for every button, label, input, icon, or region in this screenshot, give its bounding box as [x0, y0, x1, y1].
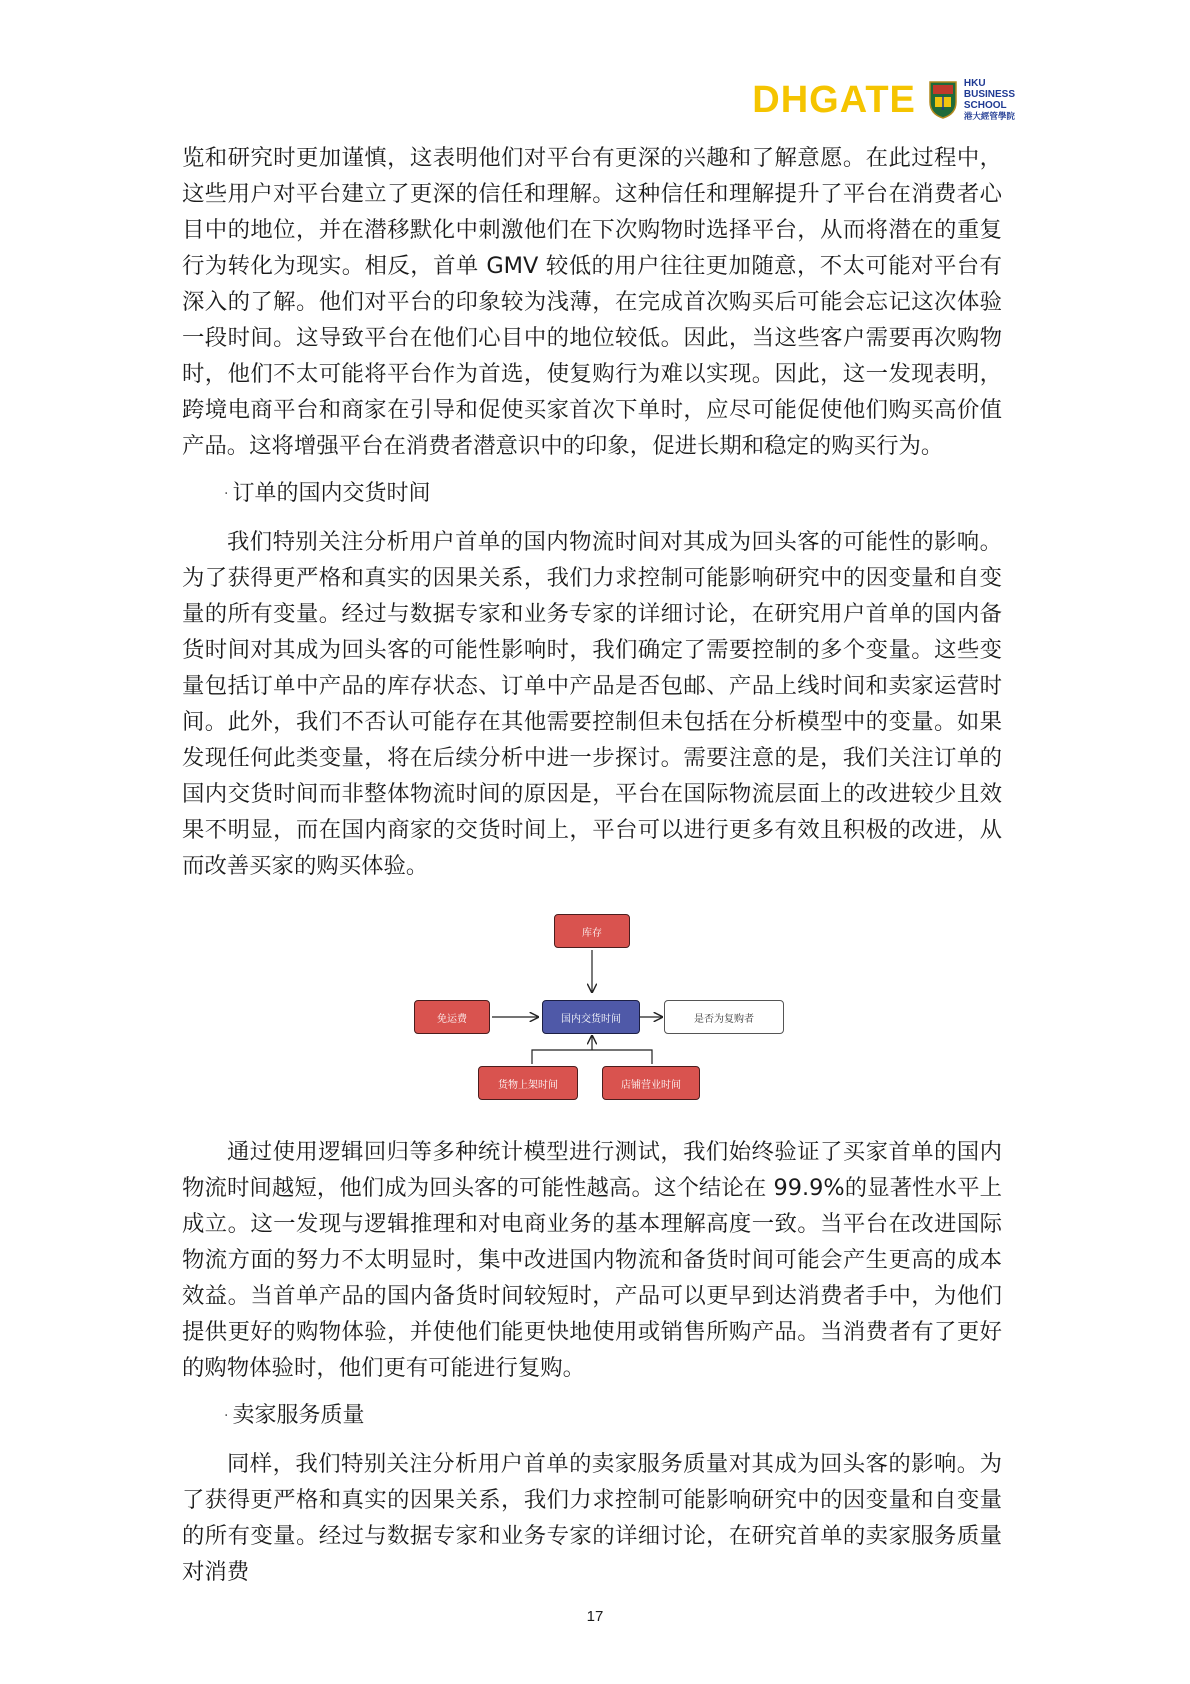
section-heading-seller-service	[224, 1398, 1002, 1434]
hku-business-school-logo	[928, 78, 1015, 122]
paragraph-seller-service: 同样，我们特别关注分析用户首单的卖家服务质量对其成为回头客的影响。为了获得更严格和真实的因果关系，我们力求控制可能影响研究中的因变量和自变量的所有变量。经过与数据专家和业务专家的详细讨论，在研究首单的卖家服务质量对消费	[182, 1451, 1002, 1585]
node-repeat-buyer-label: 是否为复购者	[694, 1013, 754, 1025]
node-inventory	[554, 914, 630, 948]
section-heading-domestic-delivery	[224, 476, 1002, 512]
bullet-icon: ·	[224, 1408, 229, 1424]
node-is-repeat-buyer	[664, 1000, 784, 1034]
section-heading-text: 订单的国内交货时间	[232, 481, 431, 506]
paragraph-gmv-conclusion: 览和研究时更加谨慎，这表明他们对平台有更深的兴趣和了解意愿。在此过程中，这些用户对平台建立了更深的信任和理解。这种信任和理解提升了平台在消费者心目中的地位，并在潜移默化中刺激他们在下次购物时选择平台，从而将潜在的重复行为转化为现实。相反，首单 GMV 较低的用户往往更加随意，不太可能对平台有深入的了解。他们对平台的印象较为浅薄，在完成首次购买后可能会忘记这次体验一段时间。这导致平台在他们心目中的地位较低。因此，当这些客户需要再次购物时，他们不太可能将平台作为首选，使复购行为难以实现。因此，这一发现表明，跨境电商平台和商家在引导和促使买家首次下单时，应尽可能促使他们购买高价值产品。这将增强平台在消费者潜意识中的印象，促进长期和稳定的购买行为。	[182, 145, 1002, 459]
paragraph-domestic-delivery: 我们特别关注分析用户首单的国内物流时间对其成为回头客的可能性的影响。为了获得更严格和真实的因果关系，我们力求控制可能影响研究中的因变量和自变量的所有变量。经过与数据专家和业务专家的详细讨论，在研究用户首单的国内备货时间对其成为回头客的可能性影响时，我们确定了需要控制的多个变量。这些变量包括订单中产品的库存状态、订单中产品是否包邮、产品上线时间和卖家运营时间。此外，我们不否认可能存在其他需要控制但未包括在分析模型中的变量。如果发现任何此类变量，将在后续分析中进一步探讨。需要注意的是，我们关注订单的国内交货时间而非整体物流时间的原因是，平台在国际物流层面上的改进较少且效果不明显，而在国内商家的交货时间上，平台可以进行更多有效且积极的改进，从而改善买家的购买体验。	[182, 529, 1002, 879]
node-store-operating-label: 店铺营业时间	[621, 1079, 681, 1091]
node-domestic-delivery-time	[542, 1000, 640, 1034]
hku-crest-icon	[928, 80, 958, 120]
document-body	[182, 140, 1002, 1590]
node-free-shipping	[414, 1000, 490, 1034]
dhgate-logo: DHGATE	[752, 79, 916, 121]
hku-line-3: SCHOOL	[963, 100, 1007, 111]
node-store-operating-time	[602, 1066, 700, 1100]
section-heading-text: 卖家服务质量	[232, 1403, 365, 1428]
node-domestic-delivery-label: 国内交货时间	[561, 1013, 621, 1025]
paragraph-regression-result: 通过使用逻辑回归等多种统计模型进行测试，我们始终验证了买家首单的国内物流时间越短，他们成为回头客的可能性越高。这个结论在 99.9%的显著性水平上成立。这一发现与逻辑推理和对电商业务的基本理解高度一致。当平台在改进国际物流方面的努力不太明显时，集中改进国内物流和备货时间可能会产生更高的成本效益。当首单产品的国内备货时间较短时，产品可以更早到达消费者手中，为他们提供更好的购物体验，并使他们能更快地使用或销售所购产品。当消费者有了更好的购物体验时，他们更有可能进行复购。	[182, 1139, 1002, 1381]
hku-line-2: BUSINESS	[963, 89, 1015, 100]
node-inventory-label: 库存	[582, 927, 602, 939]
causal-diagram	[182, 906, 1002, 1116]
page-number: 17	[586, 1608, 604, 1625]
bullet-icon: ·	[224, 486, 229, 502]
header-logos	[752, 78, 1015, 122]
hku-line-1: HKU	[963, 78, 986, 89]
node-listing-time	[478, 1066, 578, 1100]
hku-text	[964, 78, 1015, 122]
arrow-bottom-factors-to-delivery	[532, 1050, 652, 1064]
node-listing-time-label: 货物上架时间	[498, 1079, 558, 1091]
node-free-shipping-label: 免运费	[437, 1013, 467, 1025]
hku-chinese-name: 港大經管學院	[963, 111, 1015, 121]
